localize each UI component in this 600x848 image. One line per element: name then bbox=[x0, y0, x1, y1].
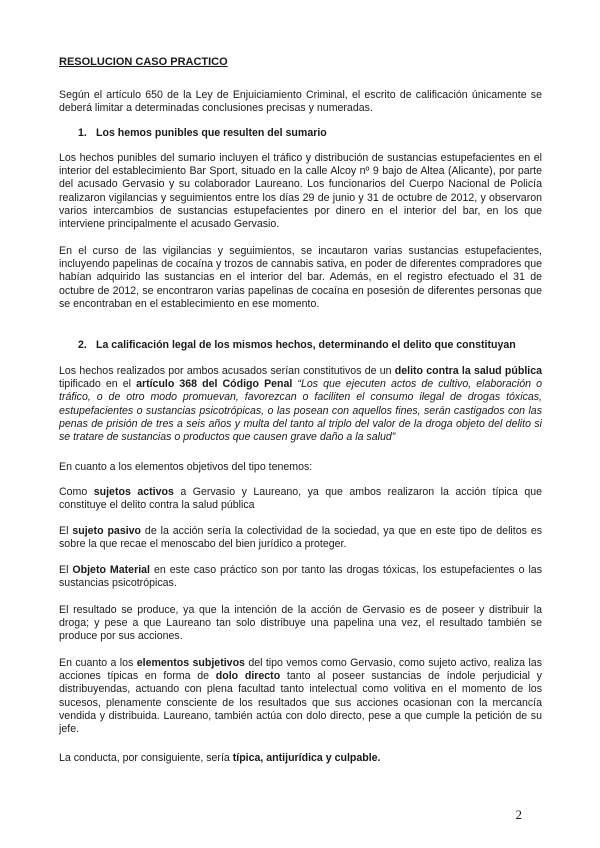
bold-term: típica, antijurídica y culpable. bbox=[232, 752, 381, 764]
section-1-paragraph-2: En el curso de las vigilancias y seguimientos, se incautaron varias sustancias estupefacientes, incluyendo papelinas de cocaína y trozos de cannabis sativa, en poder de diferentes compradores que habían adquirido las sustancias en el interior del bar. Además, en el registro efectuado el 31 de octubre de 2012, se encontraron varias papelinas de cocaína en posesión de diferentes personas que se encontraban en el establecimiento en ese momento. bbox=[59, 245, 542, 310]
text-run: La conducta, por consiguiente, sería bbox=[59, 752, 233, 764]
section-2-heading bbox=[78, 339, 542, 352]
text-run: a Gervasio y Laureano, ya que ambos realizaron la acción típica que constituye el delito contra la salud pública bbox=[59, 486, 543, 512]
text-run: Como bbox=[59, 486, 94, 498]
bold-term: elementos subjetivos bbox=[136, 657, 245, 669]
bold-term: Objeto Material bbox=[72, 564, 150, 576]
bold-term: artículo 368 del Código Penal bbox=[136, 378, 293, 391]
legal-quote: “Los que ejecuten actos de cultivo, elaboración o tráfico, o de otro modo promuevan, favorezcan o faciliten el consumo ilegal de drogas tóxicas, estupefacientes o sustancias psicotrópicas, o las posean con aquellos fines, serán castigados con las penas de prisión de tres a seis años y multa del tanto al triplo del valor de la droga objeto del delito si se tratare de sustancias o productos que causen grave daño a la salud” bbox=[59, 378, 542, 444]
intro-paragraph: Según el artículo 650 de la Ley de Enjuiciamiento Criminal, el escrito de calificación únicamente se deberá limitar a determinadas conclusiones precisas y numeradas. bbox=[59, 89, 542, 115]
section-2-paragraph-3 bbox=[59, 486, 542, 512]
section-2-number: 2. bbox=[78, 339, 87, 351]
section-1-heading bbox=[78, 127, 542, 140]
bold-term: sujeto pasivo bbox=[72, 525, 142, 537]
section-2-paragraph-5 bbox=[59, 564, 542, 590]
text-run: en este caso práctico son por tanto las drogas tóxicas, los estupefacientes o las sustancias psicotrópicas. bbox=[59, 564, 542, 590]
bold-term: delito contra la salud pública bbox=[394, 365, 542, 377]
section-2-paragraph-7 bbox=[59, 657, 542, 736]
section-2-paragraph-4 bbox=[59, 525, 542, 551]
section-1-number: 1. bbox=[78, 127, 87, 139]
section-2-heading-text: La calificación legal de los mismos hechos, determinando el delito que constituyan bbox=[96, 339, 516, 351]
section-1-heading-text: Los hemos punibles que resulten del sumario bbox=[96, 127, 327, 139]
text-run: En cuanto a los bbox=[59, 657, 137, 669]
section-2-paragraph-1 bbox=[59, 365, 542, 444]
section-2-paragraph-8 bbox=[59, 752, 542, 765]
section-2-paragraph-2: En cuanto a los elementos objetivos del tipo tenemos: bbox=[59, 461, 313, 473]
section-2-paragraph-6: El resultado se produce, ya que la intención de la acción de Gervasio es de poseer y distribuir la droga; y pese a que Laureano tan solo distribuye una papelina una vez, el resultado también se produce por sus acciones. bbox=[59, 604, 542, 643]
bold-term: dolo directo bbox=[215, 670, 281, 683]
text-run: tanto al poseer sustancias de índole perjudicial y distribuyendas, actuando con plena facultad tanto intelectual como volitiva en el momento de los sucesos, plenamente consciente de los resultados que sus acciones ocasionan con la mercancía vendida y distribuida. Laureano, también actúa con dolo directo, pese a que cumple la petición de su jefe. bbox=[59, 670, 542, 736]
text-run: El bbox=[59, 564, 73, 576]
bold-term: sujetos activos bbox=[93, 486, 174, 498]
page-number: 2 bbox=[515, 807, 522, 822]
section-1-paragraph-1: Los hechos punibles del sumario incluyen el tráfico y distribución de sustancias estupefacientes en el interior del establecimiento Bar Sport, situado en la calle Alcoy nº 9 bajo de Altea (Alicante), por parte del acusado Gervasio y su colaborador Laureano. Los funcionarios del Cuerpo Nacional de Policía realizaron vigilancias y seguimientos entre los días 29 de junio y 31 de octubre de 2012, y observaron varios intercambios de sustancias estupefacientes por dinero en el interior del bar, en los que interviene principalmente el acusado Gervasio. bbox=[59, 152, 542, 231]
text-run: El bbox=[59, 525, 73, 537]
page-title: RESOLUCION CASO PRACTICO bbox=[59, 56, 228, 68]
text-run: del tipo vemos como Gervasio, como sujeto activo, realiza las acciones típicas en forma de bbox=[59, 657, 542, 683]
text-run: tipificado en el bbox=[59, 378, 137, 391]
text-run: Los hechos realizados por ambos acusados serían constitutivos de un bbox=[59, 365, 395, 377]
text-run: de la acción sería la colectividad de la sociedad, ya que en este tipo de delitos es sobre la que recae el menoscabo del bien jurídico a proteger. bbox=[59, 525, 543, 551]
